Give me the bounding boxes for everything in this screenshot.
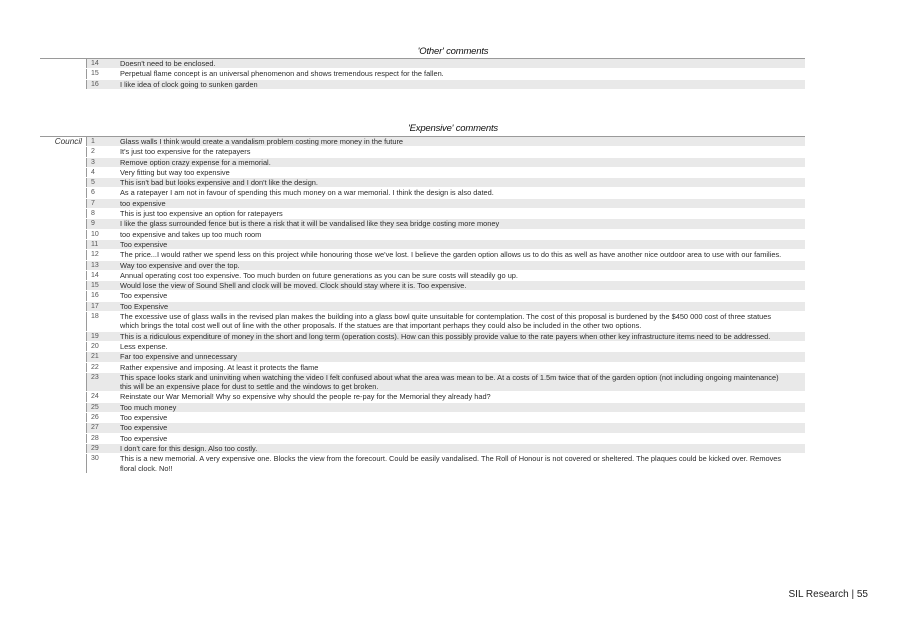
- table-row: [40, 352, 805, 362]
- table-row: [40, 281, 805, 291]
- row-number: 16: [91, 292, 99, 300]
- group-label: [40, 230, 86, 239]
- comment-text: Too expensive: [120, 240, 805, 249]
- comment-text: The price...I would rather we spend less on this project while honouring those we've lost. I believe the garden option allows us to do this as well as have another nice outdoor area to use with our families.: [120, 250, 782, 260]
- group-label: [40, 413, 86, 422]
- comment-text: Too expensive: [120, 413, 168, 423]
- table-row: [40, 240, 805, 250]
- row-number: 11: [87, 240, 120, 249]
- comment-text: This is just too expensive an option for ratepayers: [120, 209, 283, 219]
- table-row: [40, 80, 805, 90]
- comment-text: Would lose the view of Sound Shell and clock will be moved. Clock should stay where it is. Too expensive.: [120, 281, 805, 290]
- group-label: [40, 261, 86, 270]
- expensive-comments-table: [40, 136, 805, 474]
- group-label: [40, 240, 86, 249]
- comment-text: Glass walls I think would create a vandalism problem costing more money in the future: [120, 137, 805, 146]
- row-number: 25: [87, 403, 120, 412]
- row-number: 19: [87, 332, 120, 341]
- row-number: 26: [91, 414, 99, 422]
- table-row: [40, 147, 805, 157]
- group-label: [40, 332, 86, 341]
- comment-text: Remove option crazy expense for a memorial.: [120, 158, 805, 167]
- row-number: 22: [91, 363, 99, 371]
- table-row: [40, 454, 805, 474]
- group-label: [40, 271, 86, 280]
- group-label: Council: [54, 137, 82, 146]
- expensive-comments-title: 'Expensive' comments: [408, 123, 498, 134]
- row-number: 14: [87, 59, 120, 68]
- table-row: [40, 158, 805, 168]
- row-number: 24: [91, 393, 99, 401]
- row-number: 30: [91, 455, 99, 463]
- other-comments-title: 'Other' comments: [417, 46, 489, 57]
- comment-text: Less expense.: [120, 341, 168, 351]
- group-label: [40, 59, 86, 68]
- table-row: [40, 178, 805, 188]
- row-number: 12: [91, 251, 99, 259]
- table-row: [40, 250, 805, 260]
- page-footer: SIL Research | 55: [788, 589, 868, 600]
- comment-text: I don't care for this design. Also too costly.: [120, 444, 805, 453]
- table-row: [40, 444, 805, 454]
- table-row: [40, 332, 805, 342]
- group-label: [40, 444, 86, 453]
- row-number: 5: [87, 178, 120, 187]
- group-label: [40, 302, 86, 311]
- comment-text: Too expensive: [120, 423, 805, 432]
- comment-text: Reinstate our War Memorial! Why so expensive why should the people re-pay for the Memorial they already had?: [120, 392, 491, 402]
- comment-text: Very fitting but way too expensive: [120, 167, 230, 177]
- comment-text: Too expensive: [120, 433, 168, 443]
- group-label: [40, 147, 86, 156]
- table-row: [40, 69, 805, 79]
- row-number: 27: [87, 423, 120, 432]
- table-row: [40, 413, 805, 423]
- group-label: [40, 454, 86, 473]
- group-label: [40, 250, 86, 259]
- table-row: [40, 434, 805, 444]
- table-row: [40, 291, 805, 301]
- table-row: [40, 342, 805, 352]
- group-label: [40, 342, 86, 351]
- row-number: 4: [91, 168, 95, 176]
- comment-text: Rather expensive and imposing. At least it protects the flame: [120, 362, 319, 372]
- group-label: [40, 199, 86, 208]
- row-number: 9: [87, 219, 120, 228]
- comment-text: too expensive: [120, 199, 805, 208]
- group-label: [40, 373, 86, 392]
- comment-text: Doesn't need to be enclosed.: [120, 59, 805, 68]
- row-number: 15: [87, 281, 120, 290]
- comment-text: This isn't bad but looks expensive and I don't like the design.: [120, 178, 805, 187]
- group-label: [40, 352, 86, 361]
- group-label: [40, 209, 86, 218]
- row-number: 2: [91, 148, 95, 156]
- group-label: [40, 168, 86, 177]
- row-number: 14: [91, 271, 99, 279]
- row-number: 13: [87, 261, 120, 270]
- group-label: [40, 80, 86, 89]
- group-label: [40, 158, 86, 167]
- group-label: [40, 363, 86, 372]
- comment-text: Too Expensive: [120, 302, 805, 311]
- row-number: 7: [87, 199, 120, 208]
- comment-text: I like idea of clock going to sunken garden: [120, 80, 805, 89]
- table-row: [40, 261, 805, 271]
- group-label: [40, 291, 86, 300]
- row-number: 20: [91, 342, 99, 350]
- row-number: 10: [91, 230, 99, 238]
- group-label: [40, 312, 86, 331]
- comment-text: Way too expensive and over the top.: [120, 261, 805, 270]
- table-row: [40, 403, 805, 413]
- table-row: [40, 373, 805, 393]
- comment-text: Perpetual flame concept is an universal phenomenon and shows tremendous respect for the fallen.: [120, 69, 444, 79]
- table-row: [40, 168, 805, 178]
- other-comments-table: [40, 58, 805, 90]
- table-row: [40, 199, 805, 209]
- table-row: [40, 188, 805, 198]
- comment-text: The excessive use of glass walls in the revised plan makes the building into a glass bowl quite unsuitable for contemplation. The cost of this proposal is burdened by the $450 000 cost of three statues which brings the total cost well out of line with the other proposals. If the statues are that important perhaps they could also be included in the other two options.: [120, 312, 772, 331]
- comment-text: Far too expensive and unnecessary: [120, 352, 805, 361]
- table-row: [40, 59, 805, 69]
- row-number: 6: [91, 189, 95, 197]
- table-row: [40, 271, 805, 281]
- group-label: [40, 434, 86, 443]
- group-label: [40, 188, 86, 197]
- table-row: [40, 392, 805, 402]
- row-number: 28: [91, 434, 99, 442]
- table-row: [40, 230, 805, 240]
- table-row: [40, 423, 805, 433]
- row-number: 18: [91, 313, 99, 321]
- comment-text: It's just too expensive for the ratepayers: [120, 147, 251, 157]
- group-label: [40, 403, 86, 412]
- row-number: 1: [87, 137, 120, 146]
- comment-text: This is a new memorial. A very expensive one. Blocks the view from the forecourt. Could be easily vandalised. The Roll of Honour is not covered or sheltered. The plaques could be kicked over. Removes floral clock. No!!: [120, 454, 782, 473]
- table-row: [40, 219, 805, 229]
- comment-text: I like the glass surrounded fence but is there a risk that it will be vandalised like they sea bridge costing more money: [120, 219, 805, 228]
- row-number: 21: [87, 352, 120, 361]
- row-number: 15: [91, 70, 99, 78]
- row-number: 16: [87, 80, 120, 89]
- group-label: [40, 219, 86, 228]
- row-number: 8: [91, 210, 95, 218]
- comment-text: This space looks stark and uninviting when watching the video I felt confused about what the area was mean to be. At a costs of 1.5m twice that of the garden option (not including ongoing maintenance) this will be an expensive place for dust to settle and the windows to get broken.: [120, 373, 805, 392]
- row-number: 3: [87, 158, 120, 167]
- group-label: [40, 281, 86, 290]
- row-number: 29: [87, 444, 120, 453]
- table-row: [40, 302, 805, 312]
- comment-text: Too much money: [120, 403, 805, 412]
- group-label: [40, 392, 86, 401]
- table-row: [40, 209, 805, 219]
- table-row: [40, 137, 805, 147]
- group-label: [40, 178, 86, 187]
- comment-text: Annual operating cost too expensive. Too much burden on future generations as you can be sure costs will steadily go up.: [120, 270, 518, 280]
- comment-text: too expensive and takes up too much room: [120, 229, 262, 239]
- comment-text: This is a ridiculous expenditure of money in the short and long term (operation costs). How can this possibly provide value to the rate payers when other key infrastructure items need to be addressed.: [120, 332, 805, 341]
- table-row: [40, 312, 805, 332]
- comment-text: As a ratepayer I am not in favour of spending this much money on a war memorial. I think the design is also dated.: [120, 188, 494, 198]
- row-number: 23: [87, 373, 120, 392]
- table-row: [40, 363, 805, 373]
- group-label: [40, 69, 86, 78]
- group-label: [40, 423, 86, 432]
- comment-text: Too expensive: [120, 291, 168, 301]
- row-number: 17: [87, 302, 120, 311]
